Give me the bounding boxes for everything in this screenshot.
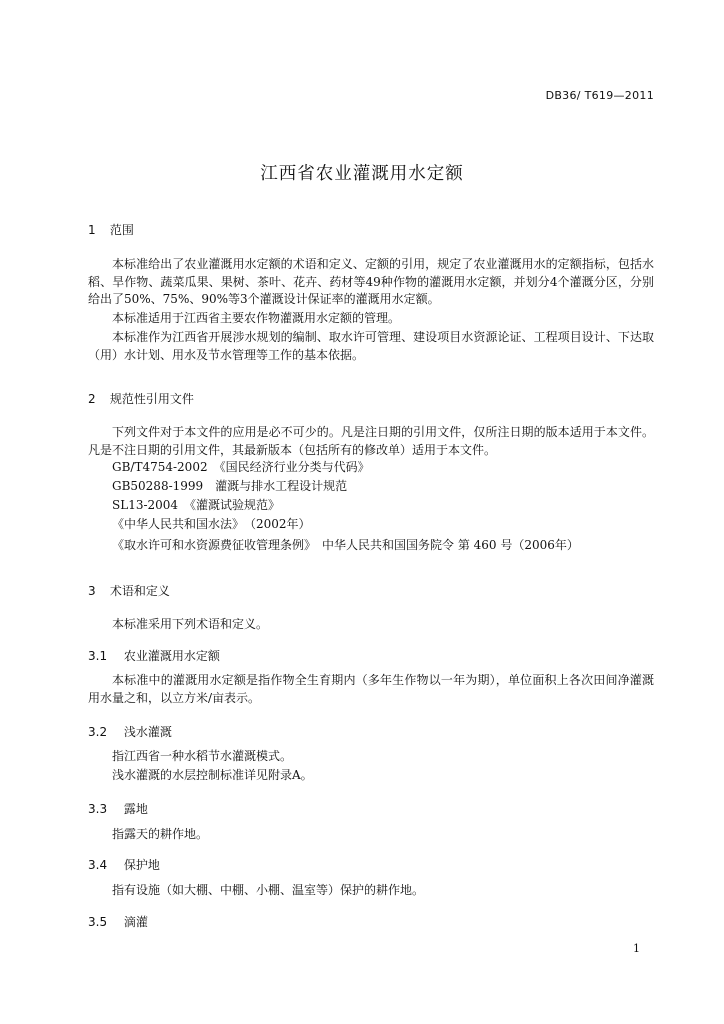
subsection-title: 保护地	[123, 858, 160, 872]
paragraph: 本标准给出了农业灌溉用水定额的术语和定义、定额的引用，规定了农业灌溉用水的定额指标，包括水稻、旱作物、蔬菜瓜果、果树、茶叶、花卉、药材等49种作物的灌溉用水定额，并划分4个灌溉分区，分别给出了50%、75%、90%等3个灌溉设计保证率的灌溉用水定额。	[88, 257, 654, 306]
paragraph: 本标准适用于江西省主要农作物灌溉用水定额的管理。	[112, 311, 401, 325]
subsection-number: 3.3	[88, 802, 108, 816]
paragraph: 下列文件对于本文件的应用是必不可少的。凡是注日期的引用文件，仅所注日期的版本适用于本文件。凡是不注日期的引用文件，其最新版本（包括所有的修改单）适用于本文件。	[88, 425, 654, 457]
paragraph: 本标准采用下列术语和定义。	[112, 617, 269, 631]
subsection-title: 露地	[123, 802, 148, 816]
subsection-number: 3.1	[88, 649, 108, 663]
page-number: 1	[633, 942, 640, 955]
section-title: 规范性引用文件	[109, 392, 194, 406]
subsection-3-2-heading	[88, 723, 172, 740]
paragraph: 指露天的耕作地。	[112, 827, 209, 841]
document-title: 江西省农业灌溉用水定额	[260, 164, 464, 184]
paragraph: 浅水灌溉的水层控制标准详见附录A。	[112, 768, 313, 782]
paragraph: 指江西省一种水稻节水灌溉模式。	[112, 749, 293, 763]
document-code: DB36/ T619—2011	[545, 89, 654, 102]
reference-item: 《中华人民共和国水法》 （2002年）	[112, 517, 311, 531]
paragraph: 本标准作为江西省开展涉水规划的编制、取水许可管理、建设项目水资源论证、工程项目设计、下达取（用）水计划、用水及节水管理等工作的基本依据。	[88, 330, 654, 362]
section-number: 2	[88, 392, 96, 406]
subsection-title: 农业灌溉用水定额	[123, 649, 220, 663]
section-title: 范围	[109, 223, 134, 237]
reference-item: 《取水许可和水资源费征收管理条例》 中华人民共和国国务院令 第 460 号（2006年）	[112, 538, 579, 552]
paragraph: 指有设施（如大棚、中棚、小棚、温室等）保护的耕作地。	[112, 883, 425, 897]
reference-item: SL13-2004 《灌溉试验规范》	[112, 498, 281, 512]
section-number: 1	[88, 223, 96, 237]
subsection-number: 3.4	[88, 858, 108, 872]
subsection-number: 3.2	[88, 725, 108, 739]
reference-item: GB/T4754-2002 《国民经济行业分类与代码》	[112, 460, 370, 474]
reference-item: GB50288-1999 灌溉与排水工程设计规范	[112, 479, 348, 493]
section-number: 3	[88, 584, 96, 598]
subsection-title: 浅水灌溉	[123, 725, 172, 739]
subsection-3-1-heading	[88, 647, 220, 664]
subsection-number: 3.5	[88, 915, 108, 929]
paragraph: 本标准中的灌溉用水定额是指作物全生育期内（多年生作物以一年为期），单位面积上各次田间净灌溉用水量之和，以立方米/亩表示。	[88, 673, 654, 705]
subsection-title: 滴灌	[123, 915, 148, 929]
subsection-3-3-heading	[88, 800, 148, 817]
section-2-heading	[88, 390, 194, 407]
subsection-3-5-heading	[88, 913, 148, 930]
section-3-heading	[88, 582, 170, 599]
subsection-3-4-heading	[88, 856, 160, 873]
section-title: 术语和定义	[109, 584, 170, 598]
section-1-heading	[88, 221, 134, 238]
